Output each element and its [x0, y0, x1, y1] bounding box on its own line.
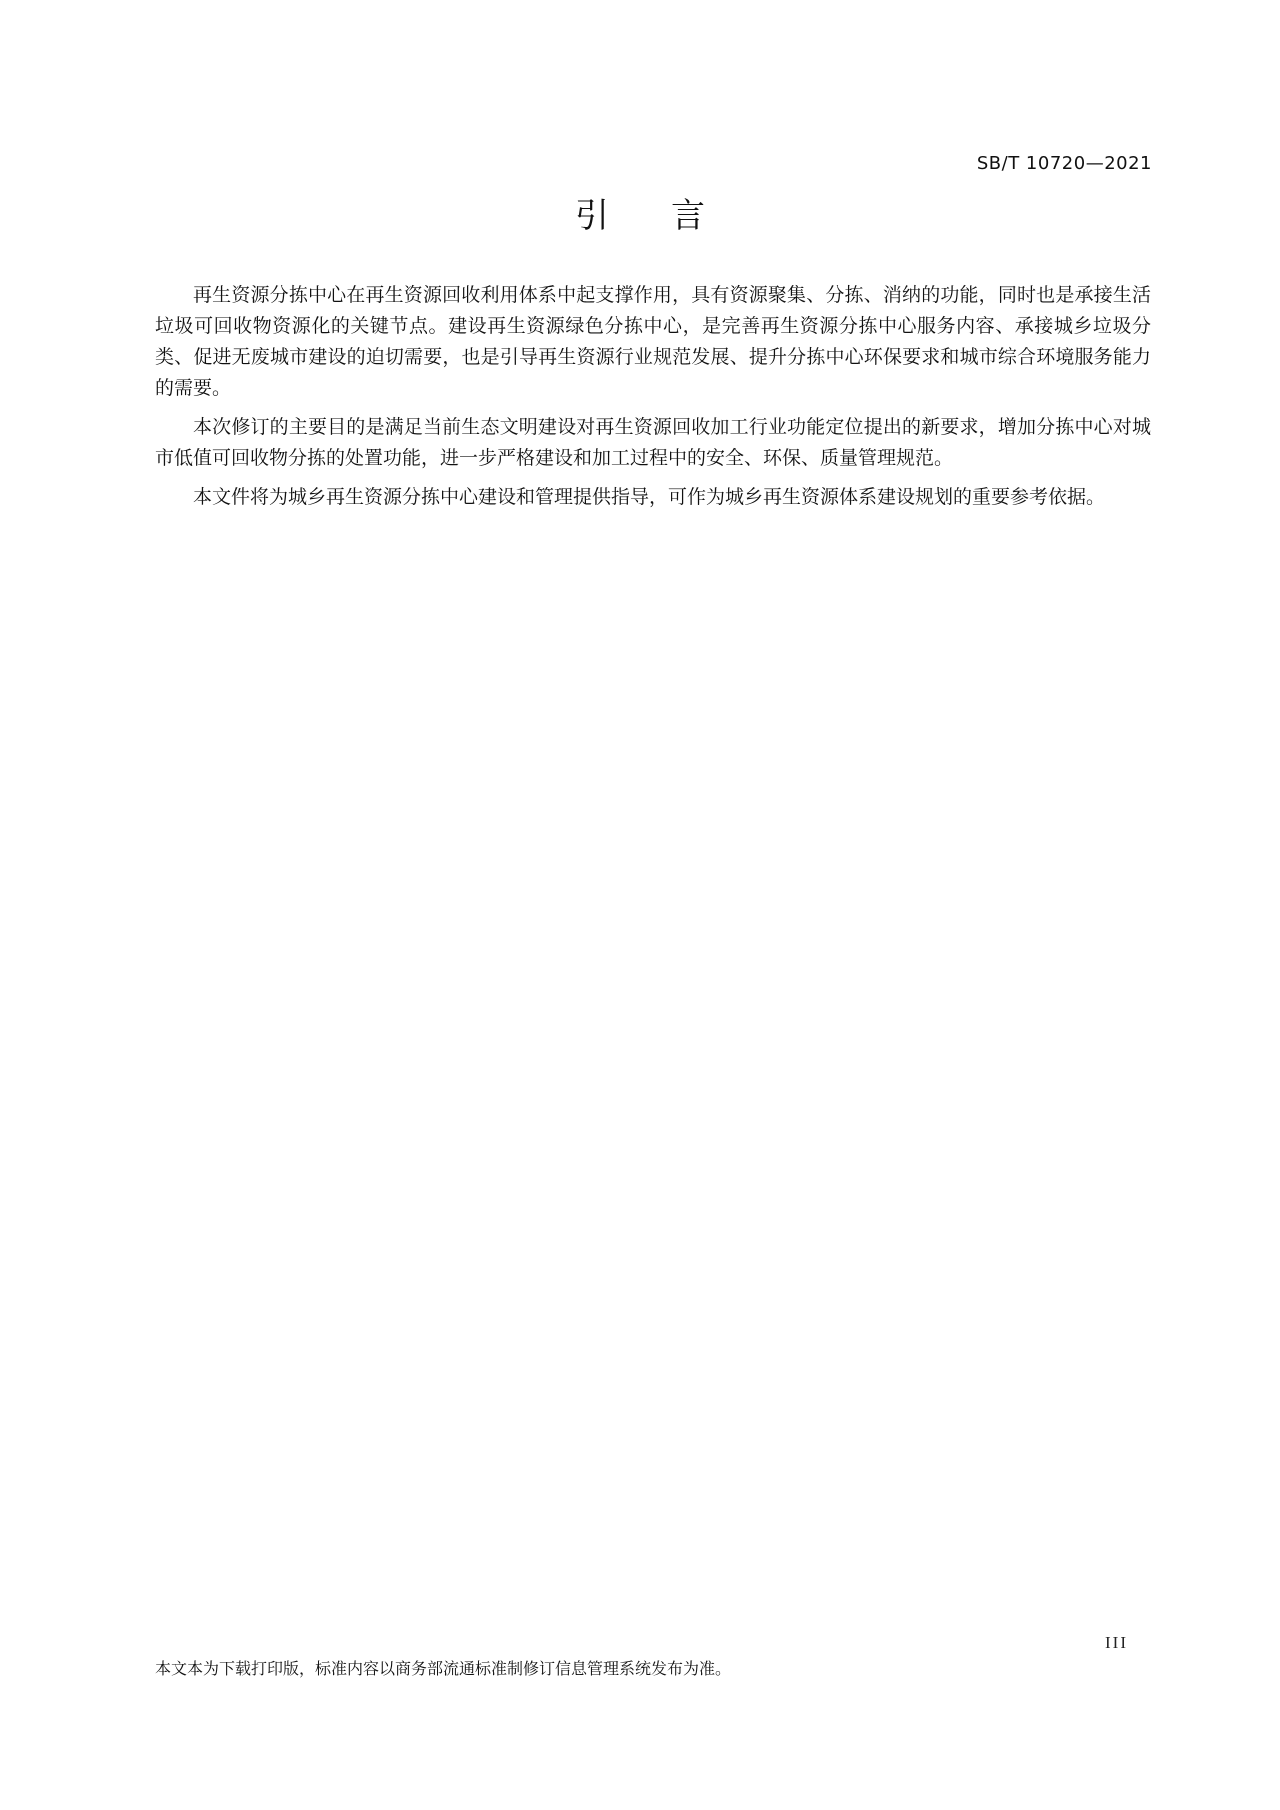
paragraph-1: 再生资源分拣中心在再生资源回收利用体系中起支撑作用，具有资源聚集、分拣、消纳的功能，同时也是承接生活垃圾可回收物资源化的关键节点。建设再生资源绿色分拣中心，是完善再生资源分拣中心服务内容、承接城乡垃圾分类、促进无废城市建设的迫切需要，也是引导再生资源行业规范发展、提升分拣中心环保要求和城市综合环境服务能力的需要。 [155, 284, 1151, 399]
paragraph-3: 本文件将为城乡再生资源分拣中心建设和管理提供指导，可作为城乡再生资源体系建设规划的重要参考依据。 [193, 486, 1106, 508]
page-number: III [1105, 1633, 1128, 1652]
footer-note: 本文本为下载打印版，标准内容以商务部流通标准制修订信息管理系统发布为准。 [155, 1659, 732, 1678]
introduction-body [155, 280, 1151, 521]
standard-code: SB/T 10720—2021 [976, 153, 1152, 174]
paragraph-2: 本次修订的主要目的是满足当前生态文明建设对再生资源回收加工行业功能定位提出的新要求，增加分拣中心对城市低值可回收物分拣的处置功能，进一步严格建设和加工过程中的安全、环保、质量管理规范。 [155, 416, 1151, 469]
page-title: 引言 [575, 196, 767, 236]
